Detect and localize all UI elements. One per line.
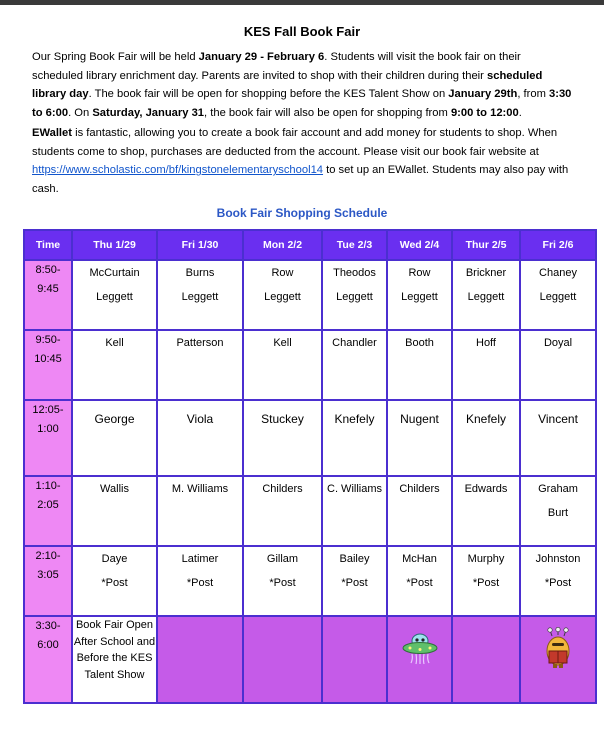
class-cell: Viola <box>157 400 243 476</box>
class-cell: Stuckey <box>243 400 322 476</box>
page-title: KES Fall Book Fair <box>243 24 361 39</box>
table-row <box>24 476 596 546</box>
class-cell: Theodos Leggett <box>322 260 387 330</box>
col-header: Time <box>24 230 72 260</box>
col-header: Mon 2/2 <box>243 230 322 260</box>
class-cell: Wallis <box>72 476 157 546</box>
ewallet-paragraph: EWallet is fantastic, allowing you to create a book fair account and add money for students to shop. When students come to shop, purchases are deducted from the account. Please visit our book fair website at https://www.scholastic.com/bf/kingstonelementaryschool14 to set up an EWallet. Students may also pay with cash. <box>32 127 569 195</box>
reading-monster-icon <box>543 627 573 669</box>
class-cell: Vincent <box>520 400 596 476</box>
time-slot: 9:50- 10:45 <box>24 330 72 400</box>
class-cell: Nugent <box>387 400 452 476</box>
col-header: Thu 1/29 <box>72 230 157 260</box>
time-slot: 1:10- 2:05 <box>24 476 72 546</box>
class-cell: Childers <box>387 476 452 546</box>
class-cell: M. Williams <box>157 476 243 546</box>
col-header: Thur 2/5 <box>452 230 520 260</box>
class-cell: Burns Leggett <box>157 260 243 330</box>
ewallet-term: EWallet <box>32 127 72 139</box>
table-row <box>24 616 596 703</box>
intro-paragraph: Our Spring Book Fair will be held January 29 - February 6. Students will visit the book fair on their scheduled library enrichment day. Parents are invited to shop with their children during their scheduled library day. The book fair will be open for shopping before the KES Talent Show on January 29th, from 3:30 to 6:00. On Saturday, January 31, the book fair will also be open for shopping from 9:00 to 12:00. <box>32 51 572 119</box>
table-row <box>24 260 596 330</box>
empty-cell <box>243 616 322 703</box>
talent-show-note: Book Fair Open After School and Before the KES Talent Show <box>72 616 157 703</box>
class-cell: Brickner Leggett <box>452 260 520 330</box>
class-cell: Daye *Post <box>72 546 157 616</box>
empty-cell <box>452 616 520 703</box>
class-cell: Edwards <box>452 476 520 546</box>
time-slot: 3:30- 6:00 <box>24 616 72 703</box>
class-cell: Hoff <box>452 330 520 400</box>
class-cell: Chaney Leggett <box>520 260 596 330</box>
class-cell: McCurtain Leggett <box>72 260 157 330</box>
monster-cell <box>520 616 596 703</box>
time-slot: 12:05- 1:00 <box>24 400 72 476</box>
class-cell: Patterson <box>157 330 243 400</box>
class-cell: Knefely <box>452 400 520 476</box>
table-row <box>24 330 596 400</box>
class-cell: Booth <box>387 330 452 400</box>
empty-cell <box>322 616 387 703</box>
class-cell: Murphy *Post <box>452 546 520 616</box>
class-cell: Doyal <box>520 330 596 400</box>
col-header: Wed 2/4 <box>387 230 452 260</box>
class-cell: Graham Burt <box>520 476 596 546</box>
top-border <box>0 0 604 5</box>
class-cell: Kell <box>243 330 322 400</box>
schedule-table <box>23 229 597 704</box>
table-row <box>24 546 596 616</box>
class-cell: Row Leggett <box>243 260 322 330</box>
class-cell: McHan *Post <box>387 546 452 616</box>
class-cell: Chandler <box>322 330 387 400</box>
class-cell: Childers <box>243 476 322 546</box>
empty-cell <box>157 616 243 703</box>
class-cell: Kell <box>72 330 157 400</box>
class-cell: Knefely <box>322 400 387 476</box>
class-cell: C. Williams <box>322 476 387 546</box>
schedule-title: Book Fair Shopping Schedule <box>216 206 388 220</box>
class-cell: Bailey *Post <box>322 546 387 616</box>
col-header: Fri 1/30 <box>157 230 243 260</box>
fair-dates: January 29 - February 6 <box>198 51 325 63</box>
class-cell: George <box>72 400 157 476</box>
col-header: Fri 2/6 <box>520 230 596 260</box>
class-cell: Gillam *Post <box>243 546 322 616</box>
schedule-header-row <box>24 230 596 260</box>
time-slot: 2:10- 3:05 <box>24 546 72 616</box>
ufo-cell <box>387 616 452 703</box>
book-fair-website-link[interactable]: https://www.scholastic.com/bf/kingstonelementaryschool14 <box>32 164 324 177</box>
ufo-alien-icon <box>400 627 440 669</box>
class-cell: Latimer *Post <box>157 546 243 616</box>
table-row <box>24 400 596 476</box>
col-header: Tue 2/3 <box>322 230 387 260</box>
class-cell: Row Leggett <box>387 260 452 330</box>
time-slot: 8:50- 9:45 <box>24 260 72 330</box>
class-cell: Johnston *Post <box>520 546 596 616</box>
